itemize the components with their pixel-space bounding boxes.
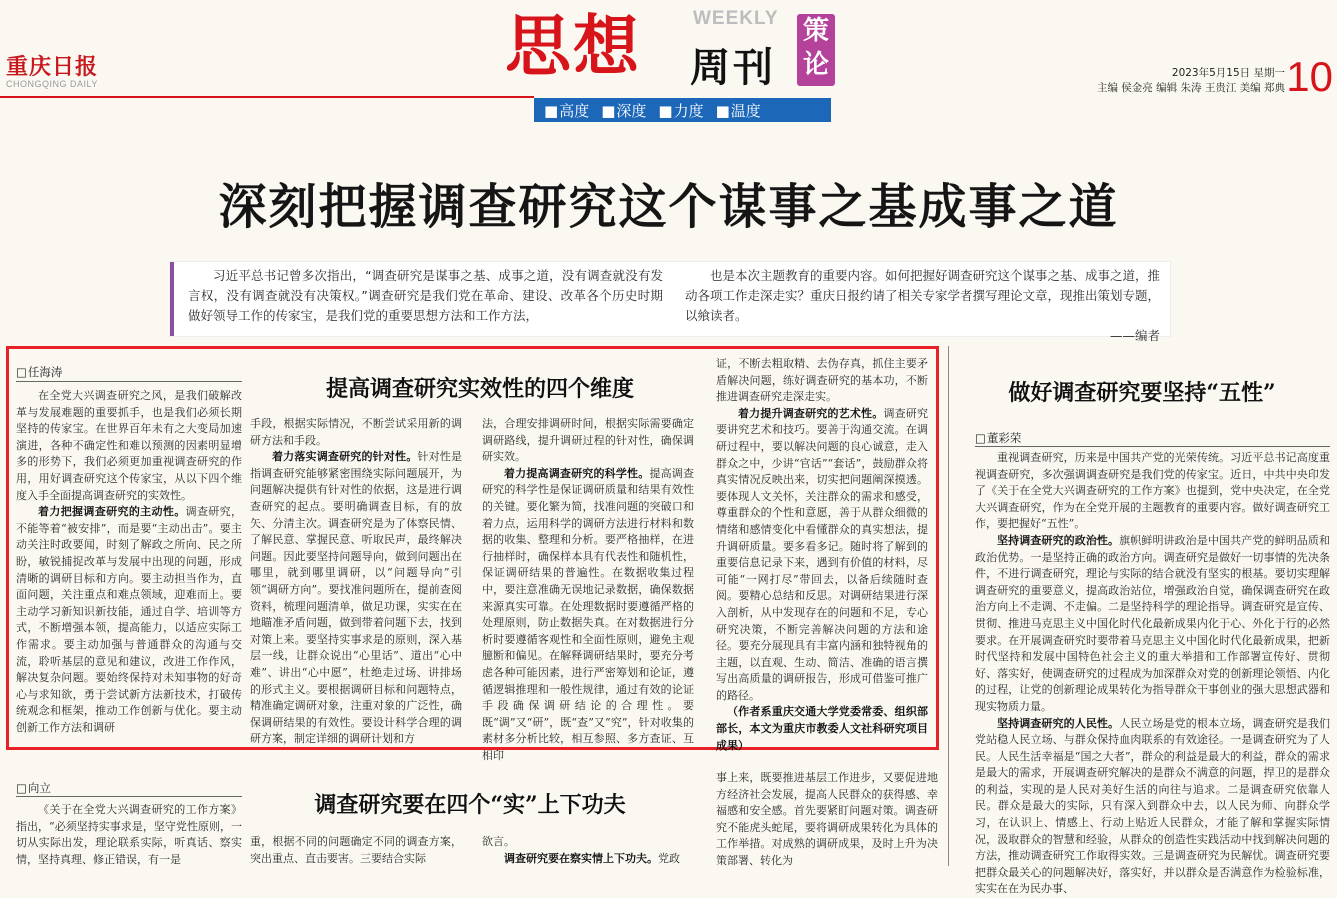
article2-p1: 重视调查研究，历来是中国共产党的光荣传统。习近平总书记高度重视调查研究，多次强调调查研究是我们党的传家宝。近日，中共中央印发了《关于在全党大兴调查研究的工作方案》也提到，党中央决定，在全党大兴调查研究，作为在全党开展的主题教育的重要内容。做好调查研究工作，要把握好“五性”。 <box>975 451 1330 531</box>
article3-byline-rule <box>16 796 242 797</box>
article1-byline-rule <box>16 381 242 382</box>
article2-body2: 人民立场是党的根本立场，调查研究是我们党站稳人民立场、与群众保持血肉联系的有效途径。一是调查研究为了人民。人民生活幸福是“国之大者”，群众的利益是最大的利益，群众的需求是最大的需求，开展调查研究解决的是群众不满意的问题，捍卫的是群众的利益，实现的是人民对美好生活的向往与追求。二是调查研究依靠人民。群众是最大的实际，只有深入到群众中去，以人民为师、向群众学习，在认识上、情感上、行动上贴近人民群众，才能了解和掌握实际情况，汲取群众的智慧和经验，从群众的创造性实践活动中找到解决问题的方法，推动调查研究工作取得实效。三是调查研究为民解忧。调查研究要把群众最关心的问题解决好，落实好，并以群众是否满意作为检验标准，实实在在为民办事、 <box>975 716 1331 896</box>
section-brand <box>505 4 845 94</box>
article2-body <box>975 450 1331 896</box>
article2-title: 做好调查研究要坚持“五性” <box>1008 380 1276 406</box>
article3-col2-text: 重，根据不同的问题确定不同的调查方案，突出重点、直击要害。三要结合实际 <box>250 835 462 865</box>
issue-staff: 主编 侯金亮 编辑 朱涛 王贵江 美编 郑典 <box>1096 82 1285 94</box>
article1-col4 <box>716 356 928 752</box>
article3-col3-heading: 调查研究要在察实情上下功夫。 <box>504 851 658 865</box>
article1-col1-p1: 在全党大兴调查研究之风，是我们破解改革与发展难题的重要抓手，也是我们必须长期坚持的传家宝。在世界百年未有之大变局加速演进，各种不确定性和难以预测的因素明显增多的形势下，我们必须更加重视调查研究的作用，用好调查研究这个传家宝，从以下四个维度入手全面提高调查研究的实效性。 <box>16 389 242 502</box>
intro-left <box>188 266 663 336</box>
article2-body1: 旗帜鲜明讲政治是中国共产党的鲜明品质和政治优势。一是坚持正确的政治方向。调查研究是做好一切事情的先决条件，不进行调查研究，理论与实际的结合就没有坚实的根基。要切实理解调查研究的重要意义，提高政治站位，增强政治自觉，确保调查研究在政治方向上不走调、不走偏。二是坚持科学的理论指导。调查研究是宣传、贯彻、推进马克思主义中国化时代化最新成果内化于心、外化于行的必然要求。在开展调查研究时要带着马克思主义中国化时代化最新成果，把新时代坚持和发展中国特色社会主义的重大举措和工作部署宣传好、贯彻好、落实好，使调查研究的过程成为加深群众对党的创新理论领悟、内化的过程，让党的创新理论成果转化为指导群众干事创业的强大思想武器和现实物质力量。 <box>975 533 1331 713</box>
article3-col1-text: 《关于在全党大兴调查研究的工作方案》指出，“必须坚持实事求是，坚守党性原则，一切从实际出发，理论联系实际，听真话、察实情，坚持真理、修正错误，有一是 <box>16 803 242 866</box>
brand-weekly: WEEKLY <box>693 8 779 29</box>
article1-col1-heading: 着力把握调查研究的主动性。 <box>38 505 186 519</box>
issue-info <box>1097 66 1285 96</box>
page-headline: 深刻把握调查研究这个谋事之基成事之道 <box>218 179 1119 235</box>
article3-col2 <box>250 834 462 866</box>
article3-col3-p1: 欲言。 <box>482 835 515 848</box>
article1-col2-p1: 手段，根据实际情况，不断尝试采用新的调研方法和手段。 <box>250 417 462 447</box>
article1-col4-body: 调查研究要讲究艺术和技巧。要善于沟通交流。在调研过程中，要以解决问题的良心诚意，走入群众之中，少讲“官话”“套话”，鼓励群众将真实情况反映出来，切实把问题阐深摸透。要体现人文关怀，关注群众的需求和感受，尊重群众的个性和意愿，善于从群众细微的情绪和感情变化中看懂群众的真实想法，提升调研质量。要多看多记。随时将了解到的重要信息记录下来，遇到有价值的材料，尽可能“一网打尽”带回去，以备后续随时查阅。要精心总结和反思。对调研结果进行深入剖析，从中发现存在的问题和不足，专心研究决策，不断完善解决问题的方法和途径。要充分展现具有丰富内涵和独特视角的主题，以直观、生动、简洁、准确的语言撰写出高质量的调研报告，形成可借鉴可推广的路径。 <box>716 406 928 702</box>
page-number: 10 <box>1286 53 1333 100</box>
article1-col1 <box>16 388 242 744</box>
intro-box <box>170 262 1170 343</box>
article1-col4-heading: 着力提升调查研究的艺术性。 <box>738 406 884 420</box>
article1-col2-body: 针对性是指调查研究能够紧密围绕实际问题展开，为问题解决提供有针对性的依据，这是进行调查研究的起点。要明确调查目标，有的放矢、分清主次。调查研究是为了体察民情、了解民意、掌握民意、听取民声，最终解决问题。因此要坚持问题导向，做到问题出在哪里，就到哪里调研，以“问题导向”引领“调研方向”。要找准问题所在，提前查阅资料，梳理问题清单，做足功课，实实在在地瞄准矛盾问题，做到带着问题下去，找到对策上来。要坚持实事求是的原则，深入基层一线，让群众说出“心里话”、道出“心中难”、讲出“心中愿”，杜绝走过场、讲排场的形式主义。要根据调研目标和问题特点，精准确定调研对象，注重对象的广泛性，确保调研结果的有效性。要设计科学合理的调研方案，制定详细的调研计划和方 <box>250 450 462 746</box>
article2-heading1: 坚持调查研究的政治性。 <box>997 533 1120 547</box>
issue-date: 2023年5月15日 星期一 <box>1171 67 1285 79</box>
article1-col3-body: 提高调查研究的科学性是保证调研质量和结果有效性的关键。要化繁为简，找准问题的突破口和着力点，运用科学的调研方法进行材料和数据的收集、整理和分析。要严格抽样，在进行抽样时，确保样本具有代表性和随机性，保证调研结果的普遍性。在数据收集过程中，要注意准确无误地记录数据，确保数据来源真实可靠。在处理数据时要遵循严格的处理原则，防止数据失真。在对数据进行分析时要遵循客观性和全面性原则，避免主观臆断和偏见。在解释调研结果时，要充分考虑各种可能因素，进行严密筹划和论证，遵循逻辑推理和一般性规律，通过有效的论证手段确保调研结论的合理性。要既“调”又“研”，既“查”又“究”，针对收集的素材多分析比较，相互参照、多方查证、互相印 <box>482 466 694 762</box>
article3-col3 <box>482 834 694 866</box>
article1-col3-p1: 法，合理安排调研时间，根据实际需要确定调研路线，提升调研过程的针对性，确保调研实效。 <box>482 417 694 464</box>
section-tags <box>534 98 831 122</box>
brand-zhoukan: 周刊 <box>690 45 776 91</box>
paper-name-cn: 重庆日报 <box>6 54 99 80</box>
column-divider <box>948 346 949 866</box>
article3-col1 <box>16 802 242 866</box>
article2-byline: □ 董彩荣 <box>975 430 1021 446</box>
article1-col4-p1: 证，不断去粗取精、去伪存真，抓住主要矛盾解决问题，练好调查研究的基本功，不断推进调查研究走深走实。 <box>716 357 928 404</box>
intro-right <box>685 266 1161 343</box>
article1-title: 提高调查研究实效性的四个维度 <box>325 376 634 402</box>
article3-byline: □ 向立 <box>16 780 51 796</box>
brand-tag: 策论 <box>797 14 835 86</box>
article1-col3 <box>482 416 694 762</box>
paper-logo <box>6 50 106 89</box>
tag-2: ■ 深度 <box>601 100 646 121</box>
article1-col3-heading: 着力提高调查研究的科学性。 <box>504 466 650 480</box>
tag-1: ■ 高度 <box>544 100 589 121</box>
article1-byline: □ 任海涛 <box>16 364 62 380</box>
intro-editor: ——编者 <box>1109 328 1160 343</box>
article1-col1-body: 调查研究，不能等着“被安排”，而是要“主动出击”。要主动关注时政要闻，时刻了解政之所向、民之所盼，敏锐捕捉改革与发展中出现的问题，形成清晰的调研目标和方向。要主动担当作为，直面问题，关注重点和难点领域，迎难而上。要主动学习新知识新技能，通过自学、培训等方式，不断增强本领，提高能力，以适应实际工作需求。要主动加强与普通群众的沟通与交流，聆听基层的意见和建议，改进工作作风，解决复杂问题。要始终保持对未知事物的好奇心与求知欲，勇于尝试新方法新技术，打破传统观念和框架，推动工作创新与优化。要主动创新工作方法和调研 <box>16 505 243 734</box>
article2-heading2: 坚持调查研究的人民性。 <box>997 716 1120 730</box>
article3-col4 <box>716 770 938 866</box>
masthead-rule <box>0 96 534 98</box>
tag-4: ■ 温度 <box>716 100 761 121</box>
tag-3: ■ 力度 <box>658 100 703 121</box>
article2-byline-rule <box>975 446 1330 447</box>
article3-col3-body: 党政 <box>658 851 680 865</box>
brand-big-text: 思想 <box>505 7 641 85</box>
intro-left-text: 习近平总书记曾多次指出，“调查研究是谋事之基、成事之道，没有调查就没有发言权，没有调查就没有决策权。”调查研究是我们党在革命、建设、改革各个历史时期做好领导工作的传家宝，是我们党的重要思想方法和工作方法， <box>188 268 663 323</box>
intro-right-text: 也是本次主题教育的重要内容。如何把握好调查研究这个谋事之基、成事之道，推动各项工作走深走实？重庆日报约请了相关专家学者撰写理论文章，现推出策划专题，以飨读者。 <box>685 268 1161 323</box>
article1-col2-heading: 着力落实调查研究的针对性。 <box>272 450 418 464</box>
article1-author-note: （作者系重庆交通大学党委常委、组织部部长，本文为重庆市教委人文社科研究项目成果） <box>716 705 928 752</box>
article3-title: 调查研究要在四个“实”上下功夫 <box>314 792 626 818</box>
article1-col2 <box>250 416 462 744</box>
paper-name-en: CHONGQING DAILY <box>6 79 98 89</box>
article3-col4-text: 事上来，既要推进基层工作进步，又要促进地方经济社会发展，提高人民群众的获得感、幸福感和安全感。首先要紧盯问题对策。调查研究不能虎头蛇尾，要将调研成果转化为具体的工作举措。对成熟的调研成果，及时上升为决策部署、转化为 <box>716 771 938 867</box>
